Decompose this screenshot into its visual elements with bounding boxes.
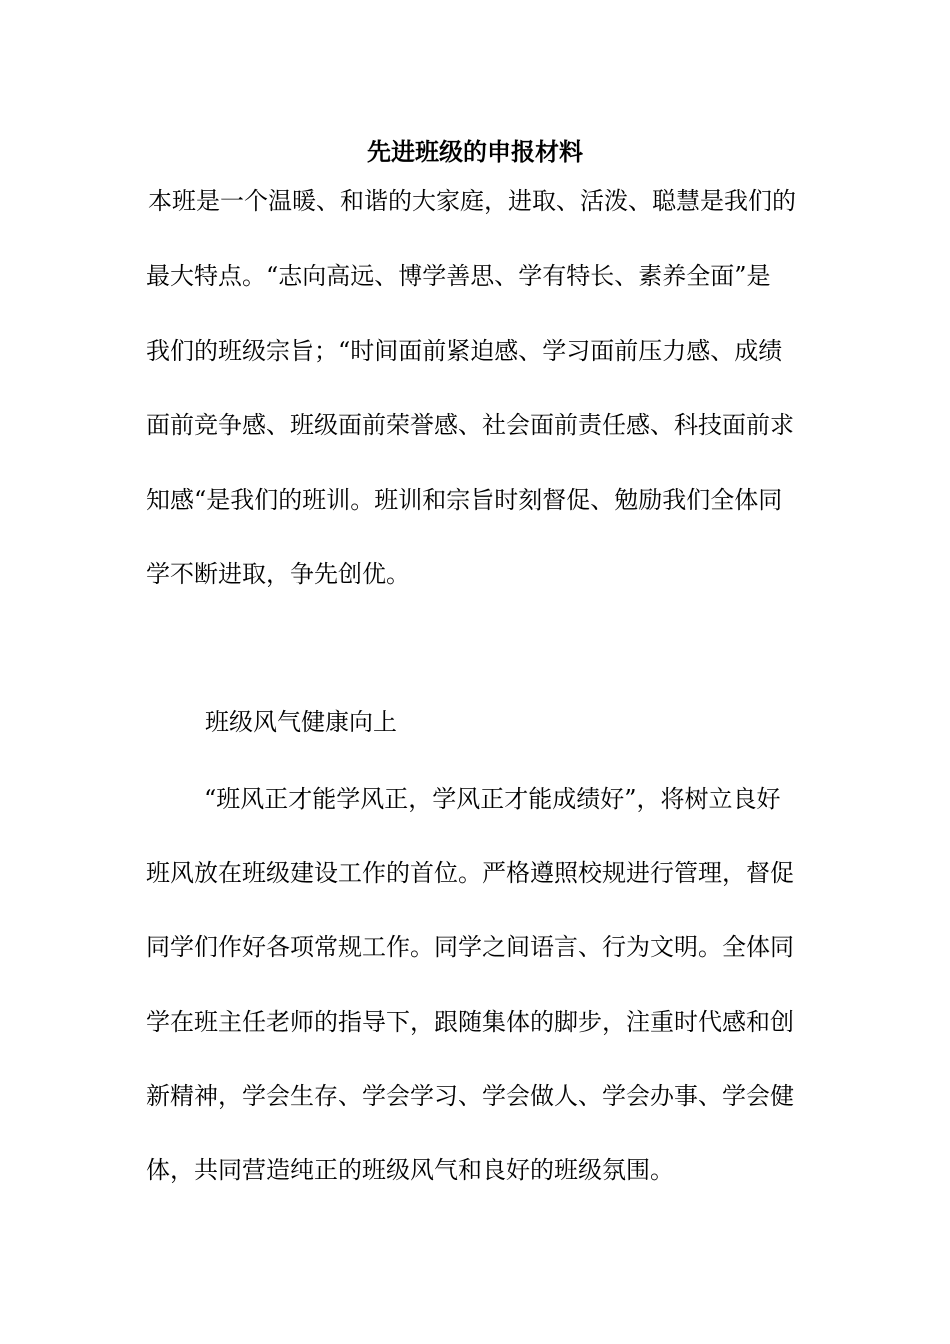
section-line-4: 学在班主任老师的指导下，跟随集体的脚步，注重时代感和创 <box>146 1008 794 1036</box>
section-line-1: “班风正才能学风正，学风正才能成绩好”，将树立良好 <box>204 785 781 813</box>
intro-line-5: 知感“是我们的班训。班训和宗旨时刻督促、勉励我们全体同 <box>146 486 783 514</box>
document-title: 先进班级的申报材料 <box>367 137 583 166</box>
intro-line-3: 我们的班级宗旨；“时间面前紧迫感、学习面前压力感、成绩 <box>146 337 783 365</box>
section-line-3: 同学们作好各项常规工作。同学之间语言、行为文明。全体同 <box>146 933 794 961</box>
section-line-2: 班风放在班级建设工作的首位。严格遵照校规进行管理，督促 <box>146 859 794 887</box>
intro-line-1: 本班是一个温暖、和谐的大家庭，进取、活泼、聪慧是我们的 <box>148 187 796 215</box>
section-line-6: 体，共同营造纯正的班级风气和良好的班级氛围。 <box>146 1156 674 1184</box>
section-line-5: 新精神，学会生存、学会学习、学会做人、学会办事、学会健 <box>146 1082 794 1110</box>
intro-line-6: 学不断进取，争先创优。 <box>146 560 410 588</box>
intro-line-4: 面前竞争感、班级面前荣誉感、社会面前责任感、科技面前求 <box>146 411 794 439</box>
section-heading: 班级风气健康向上 <box>205 708 397 736</box>
intro-line-2: 最大特点。“志向高远、博学善思、学有特长、素养全面”是 <box>146 262 771 290</box>
